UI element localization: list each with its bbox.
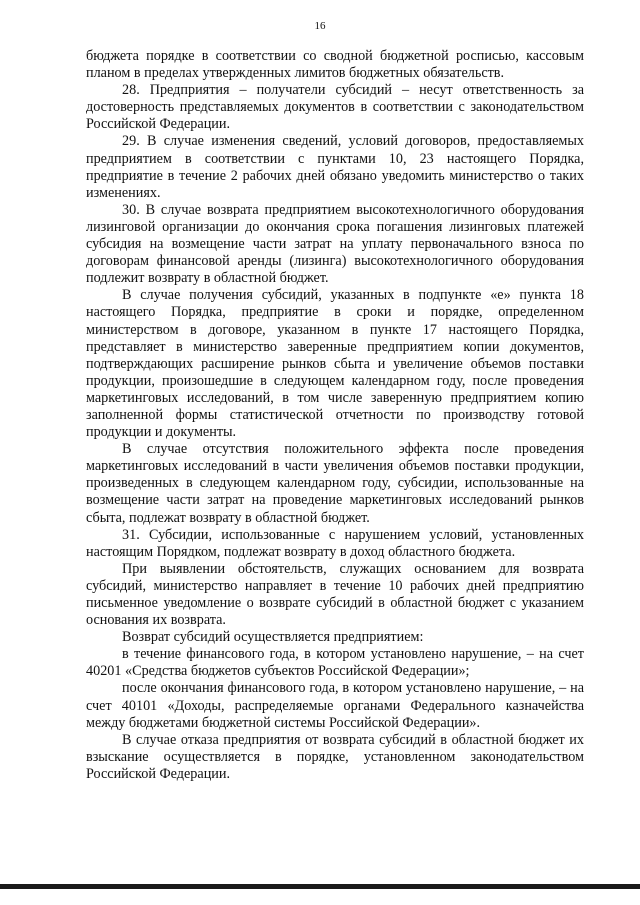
paragraph-28: 28. Предприятия – получатели субсидий – несут ответственность за достоверность представляемых документов в соответствии с законодательством Российской Федерации. <box>86 82 584 133</box>
paragraph-31-current-year: в течение финансового года, в котором установлено нарушение, – на счет 40201 «Средства бюджетов субъектов Российской Федерации»; <box>86 646 584 680</box>
paragraph-31-after-year: после окончания финансового года, в котором установлено нарушение, – на счет 40101 «Доходы, распределяемые органами Федерального казначейства между бюджетами бюджетной системы Российской Федерации». <box>86 680 584 731</box>
paragraph-31-return-intro: Возврат субсидий осуществляется предприятием: <box>122 629 424 646</box>
page-number: 16 <box>314 20 326 32</box>
paragraph-31-notice: При выявлении обстоятельств, служащих основанием для возврата субсидий, министерство направляет в течение 10 рабочих дней предприятию письменное уведомление о возврате субсидий в областной бюджет с указанием основания их возврата. <box>86 560 584 629</box>
document-body <box>86 48 584 783</box>
paragraph-30-subsidy-e: В случае получения субсидий, указанных в подпункте «е» пункта 18 настоящего Порядка, предприятие в сроки и порядке, определенном министерством в договоре, указанном в пункте 17 настоящего Порядка, представляет в министерство заверенные предприятием копии документов, подтверждающих расширение рынков сбыта и увеличение объемов поставки продукции, произошедшие в следующем календарном году, после проведения маркетинговых исследований, в том числе заверенную предприятием копию заполненной формы статистической отчетности по производству готовой продукции и документы. <box>86 287 584 441</box>
paragraph-continuation: бюджета порядке в соответствии со сводной бюджетной росписью, кассовым планом в пределах утвержденных лимитов бюджетных обязательств. <box>86 48 584 82</box>
paragraph-30: 30. В случае возврата предприятием высокотехнологичного оборудования лизинговой организации до окончания срока погашения лизинговых платежей субсидия на возмещение части затрат на уплату первоначального взноса по договорам финансовой аренды (лизинга) высокотехнологичного оборудования подлежит возврату в областной бюджет. <box>86 201 584 287</box>
paragraph-31-refusal: В случае отказа предприятия от возврата субсидий в областной бюджет их взыскание осуществляется в порядке, установленном законодательством Российской Федерации. <box>86 731 584 782</box>
paragraph-30-no-effect: В случае отсутствия положительного эффекта после проведения маркетинговых исследований в части увеличения объемов поставки продукции, произведенных в следующем календарном году, субсидии, использованные на возмещение части затрат на проведение маркетинговых исследований рынков сбыта, подлежат возврату в областной бюджет. <box>86 441 584 526</box>
paragraph-29: 29. В случае изменения сведений, условий договоров, предоставляемых предприятием в соответствии с пунктами 10, 23 настоящего Порядка, предприятие в течение 2 рабочих дней обязано уведомить министерство о таких изменениях. <box>86 133 584 201</box>
paragraph-31: 31. Субсидии, использованные с нарушением условий, установленных настоящим Порядком, подлежат возврату в доход областного бюджета. <box>86 526 584 560</box>
scan-edge-line <box>0 884 640 889</box>
